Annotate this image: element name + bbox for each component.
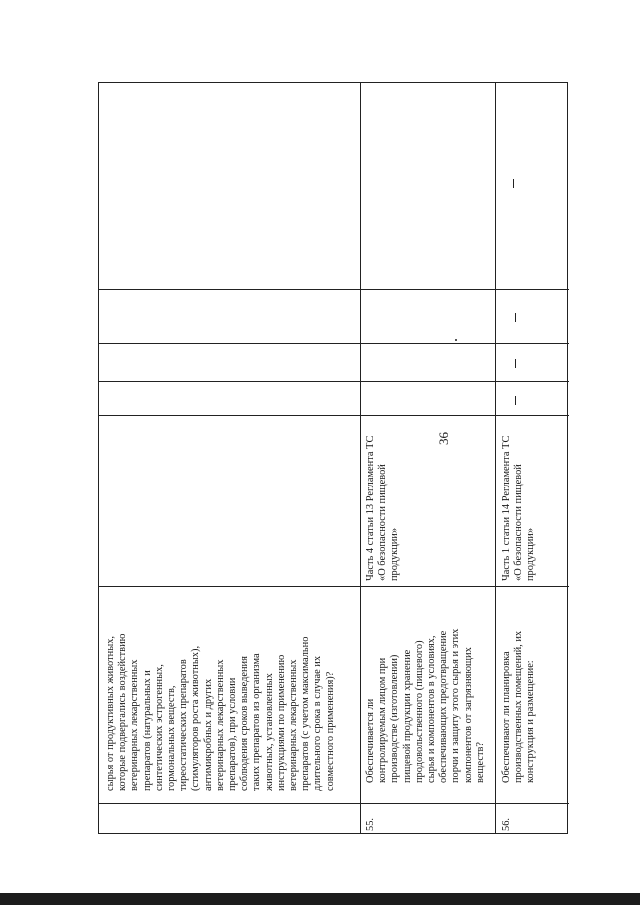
page-number: 36: [436, 432, 451, 445]
checklist-table: [98, 82, 568, 834]
column-divider-number: [99, 803, 569, 804]
row-55-reference: Часть 4 статьи 13 Регламента ТС «О безопасности пищевой продукции»: [365, 435, 401, 581]
row-56-question: Обеспечивают ли планировка производственных помещений, их конструкция и размещение:: [501, 630, 537, 783]
scan-speck: [455, 339, 457, 341]
row-divider-1: [360, 83, 361, 833]
column-divider-yes: [99, 381, 569, 382]
column-divider-reference: [99, 415, 569, 416]
row-56-mark-2: [515, 359, 516, 368]
row-56-mark-4: [513, 179, 514, 188]
row-55-question: Обеспечивается ли контролируемым лицом при производстве (изготовлении) пищевой продукции хранение продовольственного (пищевого) сырья и компонентов в условиях, обеспечивающих предотвращение порчи и защиту этого сырья и этих компонентов от загрязняющих веществ?: [365, 628, 486, 783]
column-divider-no: [99, 343, 569, 344]
row-56-reference: Часть 1 статьи 14 Регламента ТС «О безопасности пищевой продукции»: [501, 435, 537, 581]
row-continuation-question: сырья от продуктивных животных, которые подвергались воздействию ветеринарных лекарственных препаратов (натуральных и синтетических эстрогенных, гормональных веществ, тиреостатических препаратов (стимуляторов роста животных), антимикробных и других ветеринарных лекарственных препаратов), при условии соблюдения сроков выведения таких препаратов из организма животных, установленных инструкциями по применению ветеринарных лекарственных препаратов (с учетом максимально длительного срока в случае их совместного применения)?: [105, 633, 336, 791]
row-55-number: 55.: [365, 818, 376, 831]
column-divider-question: [99, 586, 569, 587]
scan-edge-bar: [0, 893, 640, 905]
row-56-mark-3: [515, 313, 516, 322]
row-56-mark-1: [515, 396, 516, 405]
row-56-number: 56.: [501, 818, 512, 831]
column-divider-na: [99, 289, 569, 290]
row-divider-2: [495, 83, 496, 833]
